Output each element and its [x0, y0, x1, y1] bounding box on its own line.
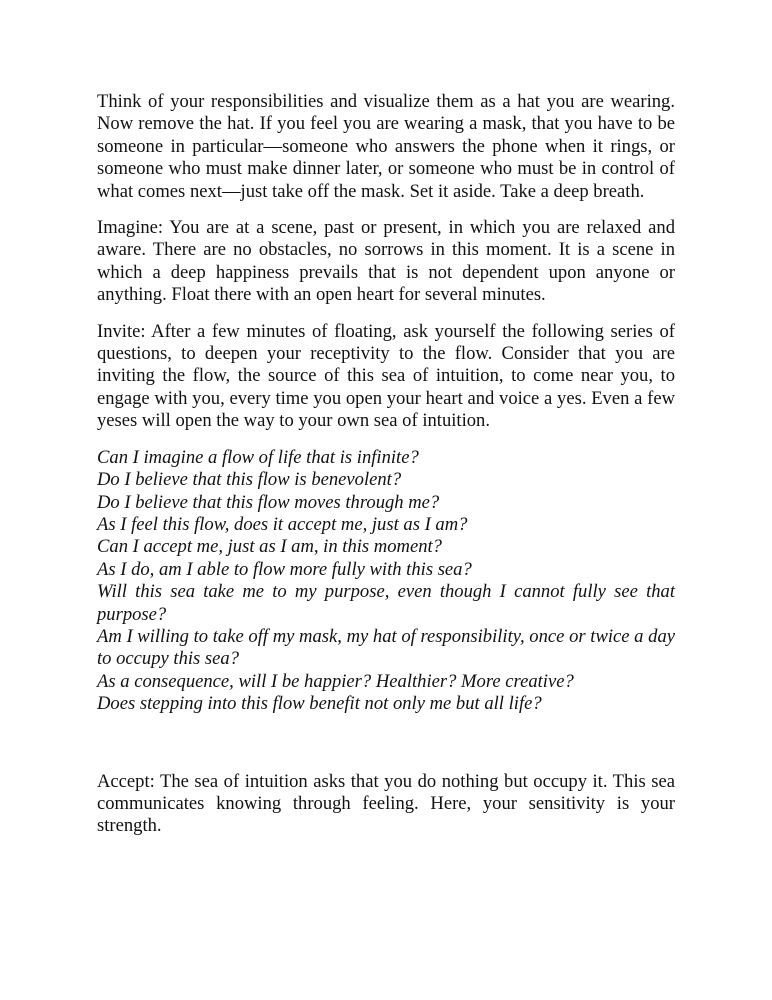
paragraph-remove-hat: Think of your responsibilities and visualize them as a hat you are wearing. Now remove the hat. If you feel you are wearing a mask, that you have to be someone in particular—someone who answers the phone when it rings, or someone who must make dinner later, or someone who must be in control of what comes next—just take off the mask. Set it aside. Take a deep breath. [97, 91, 675, 202]
question-item: Do I believe that this flow is benevolent? [97, 469, 402, 491]
question-item: Will this sea take me to my purpose, even though I cannot fully see that purpose? [97, 581, 675, 625]
question-item: As I do, am I able to flow more fully with this sea? [97, 558, 472, 580]
question-item: Does stepping into this flow benefit not only me but all life? [97, 693, 542, 715]
question-list [97, 447, 675, 716]
question-item: Can I imagine a flow of life that is infinite? [97, 446, 419, 468]
question-item: Can I accept me, just as I am, in this moment? [97, 536, 442, 558]
paragraph-invite: Invite: After a few minutes of floating, ask yourself the following series of questions, to deepen your receptivity to the flow. Consider that you are inviting the flow, the source of this sea of intuition, to come near you, to engage with you, every time you open your heart and voice a yes. Even a few yeses will open the way to your own sea of intuition. [97, 320, 675, 432]
question-item: Do I believe that this flow moves through me? [97, 491, 440, 513]
question-item: Am I willing to take off my mask, my hat of responsibility, once or twice a day to occupy this sea? [97, 625, 675, 670]
paragraph-imagine: Imagine: You are at a scene, past or present, in which you are relaxed and aware. There are no obstacles, no sorrows in this moment. It is a scene in which a deep happiness prevails that is not dependent upon anyone or anything. Float there with an open heart for several minutes. [97, 217, 675, 306]
question-item: As a consequence, will I be happier? Healthier? More creative? [97, 670, 574, 692]
document-page [97, 91, 675, 852]
paragraph-accept: Accept: The sea of intuition asks that you do nothing but occupy it. This sea communicates knowing through feeling. Here, your sensitivity is your strength. [97, 770, 675, 837]
question-item: As I feel this flow, does it accept me, just as I am? [97, 513, 468, 535]
